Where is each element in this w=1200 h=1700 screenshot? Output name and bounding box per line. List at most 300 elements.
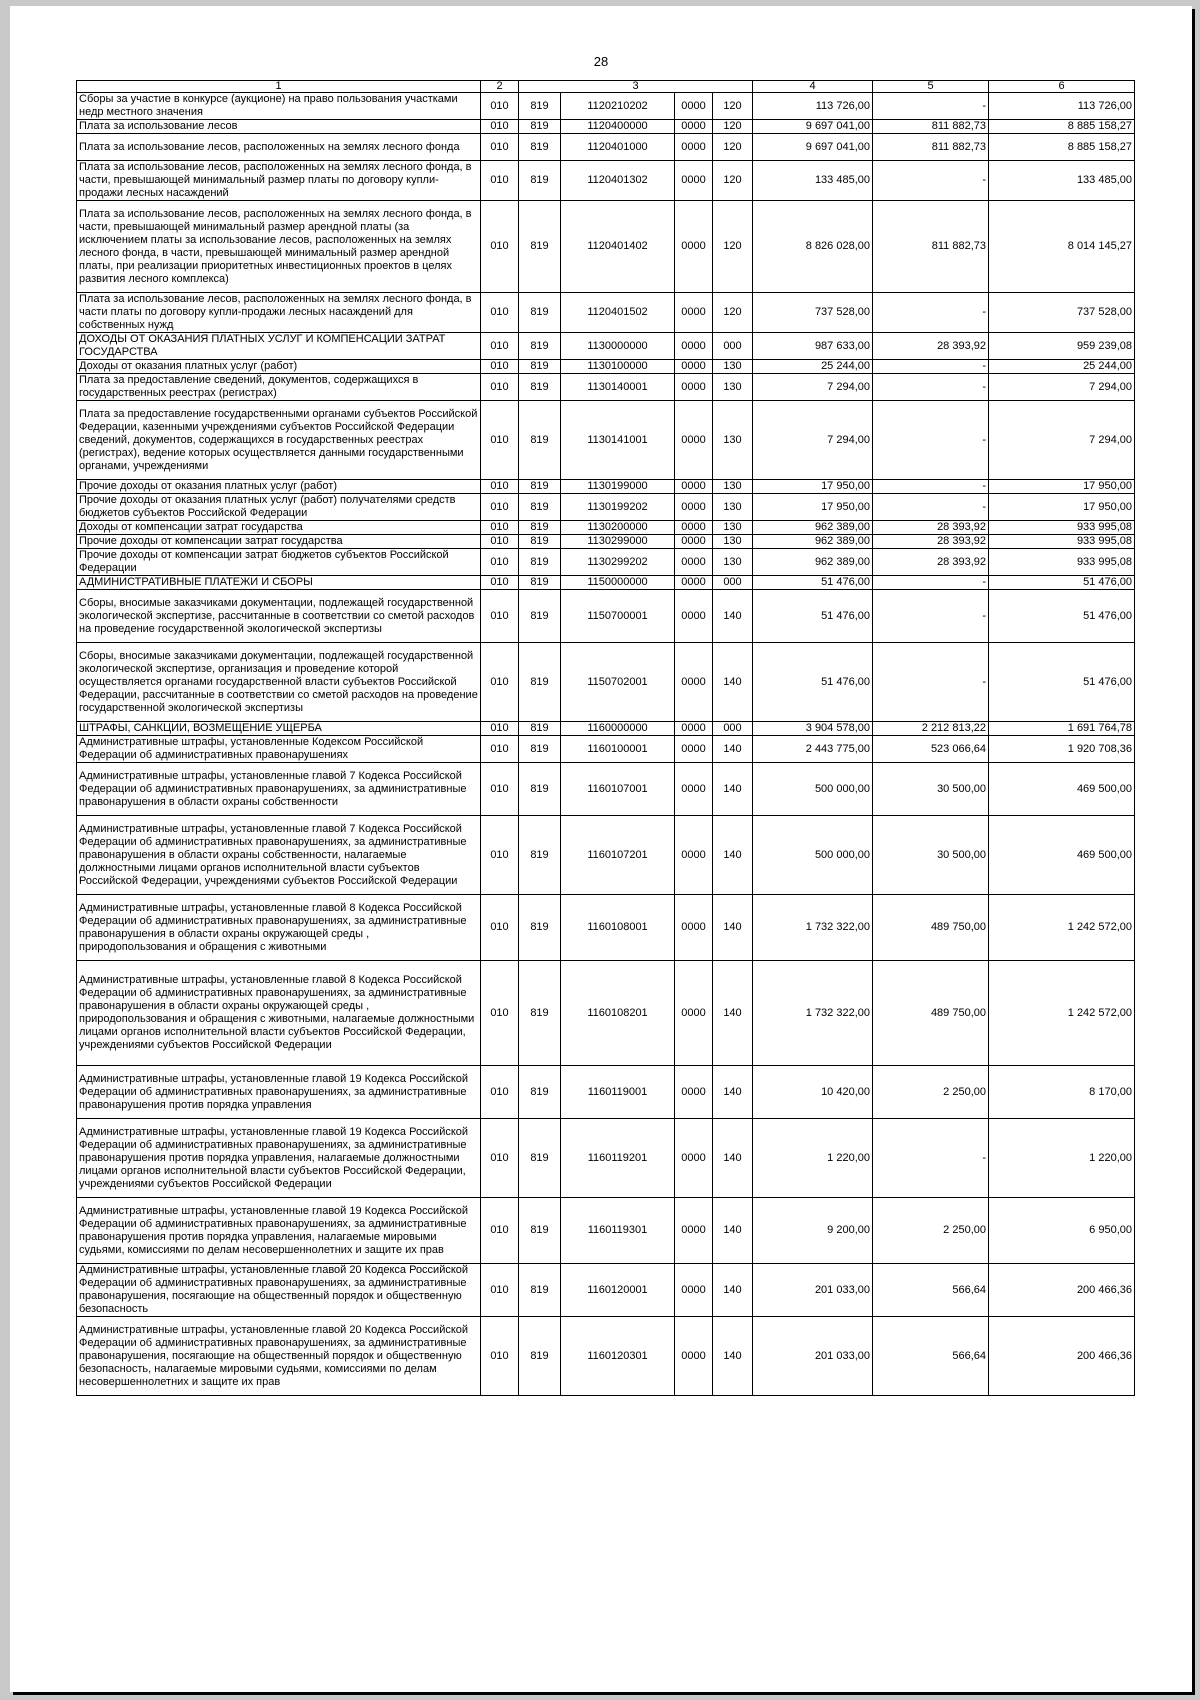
row-value-col5: 566,64 bbox=[873, 1264, 989, 1317]
row-description: ДОХОДЫ ОТ ОКАЗАНИЯ ПЛАТНЫХ УСЛУГ И КОМПЕНСАЦИИ ЗАТРАТ ГОСУДАРСТВА bbox=[77, 333, 481, 360]
row-value-col6: 133 485,00 bbox=[989, 161, 1135, 201]
row-code-d: 0000 bbox=[675, 736, 713, 763]
row-value-col5: 30 500,00 bbox=[873, 763, 989, 816]
row-description: Сборы, вносимые заказчиками документации, подлежащей государственной экологической экспертизе, организация и проведение которой осуществляется органами государственной власти субъектов Российской Федерации, рассчитанные в соответствии со сметой расходов на проведение государственной экологической экспертизы bbox=[77, 643, 481, 722]
row-value-col4: 9 697 041,00 bbox=[753, 120, 873, 134]
row-code-a: 010 bbox=[481, 293, 519, 333]
row-description: Административные штрафы, установленные главой 20 Кодекса Российской Федерации об административных правонарушениях, за административные правонарушения, посягающие на общественный порядок и общественную безопасность, налагаемые мировыми судьями, комиссиями по делам несовершеннолетних и защите их прав bbox=[77, 1317, 481, 1396]
row-value-col4: 1 220,00 bbox=[753, 1119, 873, 1198]
table-row bbox=[77, 480, 1135, 494]
row-code-d: 0000 bbox=[675, 120, 713, 134]
row-value-col5: - bbox=[873, 161, 989, 201]
row-code-c: 1160100001 bbox=[561, 736, 675, 763]
row-code-c: 1150702001 bbox=[561, 643, 675, 722]
row-value-col4: 10 420,00 bbox=[753, 1066, 873, 1119]
row-code-b: 819 bbox=[519, 374, 561, 401]
row-code-d: 0000 bbox=[675, 161, 713, 201]
table-row bbox=[77, 93, 1135, 120]
row-code-d: 0000 bbox=[675, 1198, 713, 1264]
row-value-col5: 28 393,92 bbox=[873, 521, 989, 535]
row-value-col5: 523 066,64 bbox=[873, 736, 989, 763]
table-row bbox=[77, 535, 1135, 549]
row-value-col6: 1 242 572,00 bbox=[989, 961, 1135, 1066]
row-code-b: 819 bbox=[519, 535, 561, 549]
row-value-col6: 8 170,00 bbox=[989, 1066, 1135, 1119]
table-row bbox=[77, 360, 1135, 374]
row-code-c: 1120401000 bbox=[561, 134, 675, 161]
row-code-a: 010 bbox=[481, 576, 519, 590]
row-code-d: 0000 bbox=[675, 549, 713, 576]
report-table bbox=[76, 80, 1135, 1396]
row-value-col4: 3 904 578,00 bbox=[753, 722, 873, 736]
row-value-col5: - bbox=[873, 643, 989, 722]
row-code-c: 1130199202 bbox=[561, 494, 675, 521]
row-code-e: 120 bbox=[713, 201, 753, 293]
row-value-col6: 959 239,08 bbox=[989, 333, 1135, 360]
table-row bbox=[77, 134, 1135, 161]
row-value-col6: 469 500,00 bbox=[989, 816, 1135, 895]
row-code-c: 1160119201 bbox=[561, 1119, 675, 1198]
row-code-a: 010 bbox=[481, 120, 519, 134]
row-code-a: 010 bbox=[481, 494, 519, 521]
row-code-b: 819 bbox=[519, 1066, 561, 1119]
row-code-a: 010 bbox=[481, 895, 519, 961]
row-value-col6: 933 995,08 bbox=[989, 549, 1135, 576]
header-col-4: 4 bbox=[753, 81, 873, 93]
row-code-e: 140 bbox=[713, 1066, 753, 1119]
row-value-col4: 962 389,00 bbox=[753, 535, 873, 549]
row-code-d: 0000 bbox=[675, 895, 713, 961]
row-code-b: 819 bbox=[519, 961, 561, 1066]
row-description: Административные штрафы, установленные главой 8 Кодекса Российской Федерации об административных правонарушениях, за административные правонарушения в области охраны окружающей среды , природопользования и обращения с животными bbox=[77, 895, 481, 961]
row-code-a: 010 bbox=[481, 535, 519, 549]
table-row bbox=[77, 494, 1135, 521]
table-row bbox=[77, 722, 1135, 736]
row-code-c: 1130299202 bbox=[561, 549, 675, 576]
row-value-col6: 113 726,00 bbox=[989, 93, 1135, 120]
row-code-e: 120 bbox=[713, 134, 753, 161]
row-code-a: 010 bbox=[481, 134, 519, 161]
row-description: Административные штрафы, установленные Кодексом Российской Федерации об административных правонарушениях bbox=[77, 736, 481, 763]
row-code-b: 819 bbox=[519, 161, 561, 201]
row-value-col4: 1 732 322,00 bbox=[753, 895, 873, 961]
row-code-a: 010 bbox=[481, 590, 519, 643]
table-row bbox=[77, 161, 1135, 201]
row-value-col6: 737 528,00 bbox=[989, 293, 1135, 333]
row-code-b: 819 bbox=[519, 480, 561, 494]
document-page bbox=[10, 6, 1192, 1692]
table-row bbox=[77, 521, 1135, 535]
row-value-col4: 113 726,00 bbox=[753, 93, 873, 120]
row-code-d: 0000 bbox=[675, 961, 713, 1066]
row-code-c: 1130100000 bbox=[561, 360, 675, 374]
row-code-e: 120 bbox=[713, 161, 753, 201]
row-code-e: 120 bbox=[713, 293, 753, 333]
row-value-col6: 469 500,00 bbox=[989, 763, 1135, 816]
row-code-b: 819 bbox=[519, 643, 561, 722]
row-code-b: 819 bbox=[519, 1264, 561, 1317]
row-description: Доходы от компенсации затрат государства bbox=[77, 521, 481, 535]
row-code-d: 0000 bbox=[675, 590, 713, 643]
row-value-col6: 1 242 572,00 bbox=[989, 895, 1135, 961]
row-code-b: 819 bbox=[519, 736, 561, 763]
row-value-col4: 500 000,00 bbox=[753, 763, 873, 816]
table-row bbox=[77, 895, 1135, 961]
row-value-col6: 51 476,00 bbox=[989, 590, 1135, 643]
row-value-col4: 51 476,00 bbox=[753, 576, 873, 590]
row-code-c: 1150700001 bbox=[561, 590, 675, 643]
row-code-b: 819 bbox=[519, 1198, 561, 1264]
row-code-a: 010 bbox=[481, 1317, 519, 1396]
row-value-col5: - bbox=[873, 1119, 989, 1198]
row-code-b: 819 bbox=[519, 401, 561, 480]
row-value-col6: 51 476,00 bbox=[989, 576, 1135, 590]
row-code-a: 010 bbox=[481, 360, 519, 374]
row-description: Плата за использование лесов, расположенных на землях лесного фонда, в части платы по договору купли-продажи лесных насаждений для собственных нужд bbox=[77, 293, 481, 333]
table-row bbox=[77, 201, 1135, 293]
table-row bbox=[77, 120, 1135, 134]
row-code-e: 140 bbox=[713, 1119, 753, 1198]
row-code-a: 010 bbox=[481, 201, 519, 293]
row-value-col6: 1 691 764,78 bbox=[989, 722, 1135, 736]
row-code-b: 819 bbox=[519, 360, 561, 374]
row-value-col6: 1 220,00 bbox=[989, 1119, 1135, 1198]
table-row bbox=[77, 333, 1135, 360]
row-code-a: 010 bbox=[481, 93, 519, 120]
row-value-col6: 8 885 158,27 bbox=[989, 120, 1135, 134]
row-code-b: 819 bbox=[519, 494, 561, 521]
row-code-e: 140 bbox=[713, 1317, 753, 1396]
row-value-col5: - bbox=[873, 360, 989, 374]
row-code-e: 140 bbox=[713, 643, 753, 722]
row-code-c: 1120210202 bbox=[561, 93, 675, 120]
row-value-col4: 17 950,00 bbox=[753, 480, 873, 494]
row-code-c: 1160000000 bbox=[561, 722, 675, 736]
row-code-d: 0000 bbox=[675, 722, 713, 736]
row-description: Прочие доходы от компенсации затрат государства bbox=[77, 535, 481, 549]
row-value-col4: 7 294,00 bbox=[753, 374, 873, 401]
row-code-a: 010 bbox=[481, 374, 519, 401]
row-code-c: 1130140001 bbox=[561, 374, 675, 401]
row-code-a: 010 bbox=[481, 333, 519, 360]
row-code-d: 0000 bbox=[675, 535, 713, 549]
header-col-6: 6 bbox=[989, 81, 1135, 93]
header-col-1: 1 bbox=[77, 81, 481, 93]
row-code-b: 819 bbox=[519, 895, 561, 961]
row-code-e: 140 bbox=[713, 736, 753, 763]
row-value-col6: 7 294,00 bbox=[989, 401, 1135, 480]
row-code-d: 0000 bbox=[675, 201, 713, 293]
row-code-d: 0000 bbox=[675, 333, 713, 360]
row-code-c: 1120400000 bbox=[561, 120, 675, 134]
row-value-col4: 51 476,00 bbox=[753, 643, 873, 722]
row-description: Административные штрафы, установленные главой 7 Кодекса Российской Федерации об административных правонарушениях, за административные правонарушения в области охраны собственности, налагаемые должностными лицами органов исполнительной власти субъектов Российской Федерации, учреждениями субъектов Российской Федерации bbox=[77, 816, 481, 895]
row-code-e: 000 bbox=[713, 722, 753, 736]
header-col-3: 3 bbox=[519, 81, 753, 93]
row-code-b: 819 bbox=[519, 590, 561, 643]
row-description: Доходы от оказания платных услуг (работ) bbox=[77, 360, 481, 374]
row-value-col5: - bbox=[873, 494, 989, 521]
row-value-col5: 2 250,00 bbox=[873, 1066, 989, 1119]
row-value-col6: 7 294,00 bbox=[989, 374, 1135, 401]
row-value-col4: 201 033,00 bbox=[753, 1264, 873, 1317]
row-value-col6: 933 995,08 bbox=[989, 521, 1135, 535]
row-code-d: 0000 bbox=[675, 401, 713, 480]
row-value-col6: 200 466,36 bbox=[989, 1264, 1135, 1317]
row-value-col5: 28 393,92 bbox=[873, 535, 989, 549]
row-code-b: 819 bbox=[519, 1317, 561, 1396]
row-description: Плата за использование лесов, расположенных на землях лесного фонда bbox=[77, 134, 481, 161]
row-value-col4: 962 389,00 bbox=[753, 521, 873, 535]
row-description: Плата за использование лесов bbox=[77, 120, 481, 134]
row-code-c: 1130199000 bbox=[561, 480, 675, 494]
row-code-c: 1160107201 bbox=[561, 816, 675, 895]
row-code-a: 010 bbox=[481, 521, 519, 535]
row-code-a: 010 bbox=[481, 816, 519, 895]
row-code-c: 1160120001 bbox=[561, 1264, 675, 1317]
row-code-b: 819 bbox=[519, 576, 561, 590]
row-value-col4: 8 826 028,00 bbox=[753, 201, 873, 293]
table-row bbox=[77, 1198, 1135, 1264]
row-value-col4: 9 697 041,00 bbox=[753, 134, 873, 161]
row-code-e: 140 bbox=[713, 590, 753, 643]
table-row bbox=[77, 1119, 1135, 1198]
row-code-a: 010 bbox=[481, 161, 519, 201]
row-code-e: 130 bbox=[713, 401, 753, 480]
table-row bbox=[77, 374, 1135, 401]
row-value-col4: 1 732 322,00 bbox=[753, 961, 873, 1066]
row-value-col5: 489 750,00 bbox=[873, 895, 989, 961]
row-value-col5: - bbox=[873, 590, 989, 643]
row-code-c: 1160120301 bbox=[561, 1317, 675, 1396]
row-description: Административные штрафы, установленные главой 20 Кодекса Российской Федерации об административных правонарушениях, за административные правонарушения, посягающие на общественный порядок и общественную безопасность bbox=[77, 1264, 481, 1317]
row-description: Прочие доходы от оказания платных услуг (работ) получателями средств бюджетов субъектов Российской Федерации bbox=[77, 494, 481, 521]
row-value-col4: 17 950,00 bbox=[753, 494, 873, 521]
row-code-a: 010 bbox=[481, 643, 519, 722]
row-code-a: 010 bbox=[481, 1264, 519, 1317]
row-code-d: 0000 bbox=[675, 360, 713, 374]
row-code-d: 0000 bbox=[675, 480, 713, 494]
row-value-col5: 811 882,73 bbox=[873, 134, 989, 161]
row-code-e: 000 bbox=[713, 333, 753, 360]
row-value-col4: 2 443 775,00 bbox=[753, 736, 873, 763]
row-code-d: 0000 bbox=[675, 1264, 713, 1317]
row-value-col4: 133 485,00 bbox=[753, 161, 873, 201]
row-code-b: 819 bbox=[519, 763, 561, 816]
row-value-col6: 51 476,00 bbox=[989, 643, 1135, 722]
row-value-col5: 30 500,00 bbox=[873, 816, 989, 895]
row-code-b: 819 bbox=[519, 1119, 561, 1198]
header-col-5: 5 bbox=[873, 81, 989, 93]
table-row bbox=[77, 1264, 1135, 1317]
row-code-c: 1130141001 bbox=[561, 401, 675, 480]
row-code-e: 130 bbox=[713, 360, 753, 374]
row-value-col4: 25 244,00 bbox=[753, 360, 873, 374]
row-code-e: 140 bbox=[713, 1198, 753, 1264]
row-value-col6: 1 920 708,36 bbox=[989, 736, 1135, 763]
row-code-b: 819 bbox=[519, 333, 561, 360]
row-description: Административные штрафы, установленные главой 19 Кодекса Российской Федерации об административных правонарушениях, за административные правонарушения против порядка управления, налагаемые мировыми судьями, комиссиями по делам несовершеннолетних и защите их прав bbox=[77, 1198, 481, 1264]
row-code-e: 130 bbox=[713, 535, 753, 549]
row-description: Административные штрафы, установленные главой 7 Кодекса Российской Федерации об административных правонарушениях, за административные правонарушения в области охраны собственности bbox=[77, 763, 481, 816]
row-value-col4: 737 528,00 bbox=[753, 293, 873, 333]
row-code-d: 0000 bbox=[675, 374, 713, 401]
row-code-a: 010 bbox=[481, 722, 519, 736]
row-code-a: 010 bbox=[481, 763, 519, 816]
row-code-d: 0000 bbox=[675, 816, 713, 895]
table-row bbox=[77, 1066, 1135, 1119]
table-body bbox=[77, 93, 1135, 1396]
row-value-col6: 6 950,00 bbox=[989, 1198, 1135, 1264]
row-code-e: 130 bbox=[713, 521, 753, 535]
row-value-col4: 987 633,00 bbox=[753, 333, 873, 360]
row-code-c: 1150000000 bbox=[561, 576, 675, 590]
row-value-col6: 200 466,36 bbox=[989, 1317, 1135, 1396]
row-description: Плата за предоставление государственными органами субъектов Российской Федерации, казенными учреждениями субъектов Российской Федерации сведений, документов, содержащихся в государственных реестрах (регистрах), ведение которых осуществляется данными государственными органами, учреждениями bbox=[77, 401, 481, 480]
row-code-e: 140 bbox=[713, 1264, 753, 1317]
row-code-b: 819 bbox=[519, 134, 561, 161]
row-value-col5: 2 212 813,22 bbox=[873, 722, 989, 736]
row-code-c: 1130000000 bbox=[561, 333, 675, 360]
row-code-d: 0000 bbox=[675, 293, 713, 333]
table-header-row bbox=[77, 81, 1135, 93]
row-value-col6: 933 995,08 bbox=[989, 535, 1135, 549]
row-code-d: 0000 bbox=[675, 521, 713, 535]
row-description: Прочие доходы от оказания платных услуг (работ) bbox=[77, 480, 481, 494]
row-code-d: 0000 bbox=[675, 1066, 713, 1119]
row-code-c: 1160108201 bbox=[561, 961, 675, 1066]
row-value-col6: 17 950,00 bbox=[989, 480, 1135, 494]
row-code-e: 130 bbox=[713, 374, 753, 401]
row-code-c: 1160108001 bbox=[561, 895, 675, 961]
row-code-d: 0000 bbox=[675, 643, 713, 722]
row-value-col5: - bbox=[873, 401, 989, 480]
row-code-d: 0000 bbox=[675, 1317, 713, 1396]
row-value-col4: 51 476,00 bbox=[753, 590, 873, 643]
row-code-c: 1130200000 bbox=[561, 521, 675, 535]
row-code-e: 130 bbox=[713, 494, 753, 521]
row-code-a: 010 bbox=[481, 1066, 519, 1119]
row-code-d: 0000 bbox=[675, 494, 713, 521]
row-value-col5: - bbox=[873, 293, 989, 333]
row-value-col6: 17 950,00 bbox=[989, 494, 1135, 521]
row-value-col4: 7 294,00 bbox=[753, 401, 873, 480]
table-row bbox=[77, 1317, 1135, 1396]
row-code-a: 010 bbox=[481, 401, 519, 480]
row-value-col5: 489 750,00 bbox=[873, 961, 989, 1066]
row-value-col5: 28 393,92 bbox=[873, 549, 989, 576]
row-description: АДМИНИСТРАТИВНЫЕ ПЛАТЕЖИ И СБОРЫ bbox=[77, 576, 481, 590]
row-code-a: 010 bbox=[481, 736, 519, 763]
row-code-d: 0000 bbox=[675, 1119, 713, 1198]
row-value-col5: - bbox=[873, 93, 989, 120]
row-code-d: 0000 bbox=[675, 763, 713, 816]
row-code-e: 000 bbox=[713, 576, 753, 590]
row-code-b: 819 bbox=[519, 816, 561, 895]
row-code-e: 140 bbox=[713, 816, 753, 895]
row-description: Административные штрафы, установленные главой 19 Кодекса Российской Федерации об административных правонарушениях, за административные правонарушения против порядка управления, налагаемые должностными лицами органов исполнительной власти субъектов Российской Федерации, учреждениями субъектов Российской Федерации bbox=[77, 1119, 481, 1198]
row-value-col5: 2 250,00 bbox=[873, 1198, 989, 1264]
row-code-e: 140 bbox=[713, 895, 753, 961]
row-code-c: 1130299000 bbox=[561, 535, 675, 549]
table-row bbox=[77, 401, 1135, 480]
row-code-d: 0000 bbox=[675, 93, 713, 120]
row-value-col6: 25 244,00 bbox=[989, 360, 1135, 374]
row-code-d: 0000 bbox=[675, 576, 713, 590]
row-value-col5: - bbox=[873, 480, 989, 494]
row-code-a: 010 bbox=[481, 1119, 519, 1198]
row-value-col4: 962 389,00 bbox=[753, 549, 873, 576]
table-row bbox=[77, 961, 1135, 1066]
row-description: Плата за предоставление сведений, документов, содержащихся в государственных реестрах (регистрах) bbox=[77, 374, 481, 401]
row-code-b: 819 bbox=[519, 93, 561, 120]
row-code-c: 1120401302 bbox=[561, 161, 675, 201]
row-code-e: 120 bbox=[713, 120, 753, 134]
row-value-col4: 500 000,00 bbox=[753, 816, 873, 895]
row-description: Прочие доходы от компенсации затрат бюджетов субъектов Российской Федерации bbox=[77, 549, 481, 576]
row-code-b: 819 bbox=[519, 201, 561, 293]
row-code-b: 819 bbox=[519, 120, 561, 134]
row-description: Административные штрафы, установленные главой 19 Кодекса Российской Федерации об административных правонарушениях, за административные правонарушения против порядка управления bbox=[77, 1066, 481, 1119]
table-row bbox=[77, 763, 1135, 816]
table-row bbox=[77, 736, 1135, 763]
row-code-a: 010 bbox=[481, 480, 519, 494]
header-col-2: 2 bbox=[481, 81, 519, 93]
row-code-b: 819 bbox=[519, 521, 561, 535]
row-description: Плата за использование лесов, расположенных на землях лесного фонда, в части, превышающей минимальный размер платы по договору купли-продажи лесных насаждений bbox=[77, 161, 481, 201]
row-description: Плата за использование лесов, расположенных на землях лесного фонда, в части, превышающей минимальный размер арендной платы (за исключением платы за использование лесов, расположенных на землях лесного фонда, в части, превышающей минимальный размер арендной платы, при реализации приоритетных инвестиционных проектов в целях развития лесного комплекса) bbox=[77, 201, 481, 293]
row-value-col6: 8 885 158,27 bbox=[989, 134, 1135, 161]
table-row bbox=[77, 643, 1135, 722]
row-code-e: 140 bbox=[713, 763, 753, 816]
row-code-c: 1120401502 bbox=[561, 293, 675, 333]
row-code-c: 1160119301 bbox=[561, 1198, 675, 1264]
row-description: Административные штрафы, установленные главой 8 Кодекса Российской Федерации об административных правонарушениях, за административные правонарушения в области охраны окружающей среды , природопользования и обращения с животными, налагаемые должностными лицами органов исполнительной власти субъектов Российской Федерации, учреждениями субъектов Российской Федерации bbox=[77, 961, 481, 1066]
row-code-c: 1120401402 bbox=[561, 201, 675, 293]
table-row bbox=[77, 293, 1135, 333]
row-code-a: 010 bbox=[481, 549, 519, 576]
page-number: 28 bbox=[593, 54, 609, 69]
row-value-col5: 811 882,73 bbox=[873, 120, 989, 134]
row-code-b: 819 bbox=[519, 293, 561, 333]
row-value-col4: 201 033,00 bbox=[753, 1317, 873, 1396]
row-value-col5: - bbox=[873, 576, 989, 590]
row-value-col6: 8 014 145,27 bbox=[989, 201, 1135, 293]
row-code-e: 130 bbox=[713, 549, 753, 576]
row-code-d: 0000 bbox=[675, 134, 713, 161]
row-code-e: 140 bbox=[713, 961, 753, 1066]
table-row bbox=[77, 590, 1135, 643]
row-code-a: 010 bbox=[481, 1198, 519, 1264]
row-code-b: 819 bbox=[519, 722, 561, 736]
row-code-e: 130 bbox=[713, 480, 753, 494]
row-value-col4: 9 200,00 bbox=[753, 1198, 873, 1264]
row-code-e: 120 bbox=[713, 93, 753, 120]
table-row bbox=[77, 816, 1135, 895]
row-value-col5: 811 882,73 bbox=[873, 201, 989, 293]
row-description: Сборы за участие в конкурсе (аукционе) на право пользования участками недр местного значения bbox=[77, 93, 481, 120]
row-code-b: 819 bbox=[519, 549, 561, 576]
table-row bbox=[77, 549, 1135, 576]
row-code-c: 1160107001 bbox=[561, 763, 675, 816]
row-description: Сборы, вносимые заказчиками документации, подлежащей государственной экологической экспертизе, рассчитанные в соответствии со сметой расходов на проведение государственной экологической экспертизы bbox=[77, 590, 481, 643]
row-value-col5: 28 393,92 bbox=[873, 333, 989, 360]
row-description: ШТРАФЫ, САНКЦИИ, ВОЗМЕЩЕНИЕ УЩЕРБА bbox=[77, 722, 481, 736]
table-row bbox=[77, 576, 1135, 590]
row-value-col5: - bbox=[873, 374, 989, 401]
row-code-a: 010 bbox=[481, 961, 519, 1066]
row-code-c: 1160119001 bbox=[561, 1066, 675, 1119]
